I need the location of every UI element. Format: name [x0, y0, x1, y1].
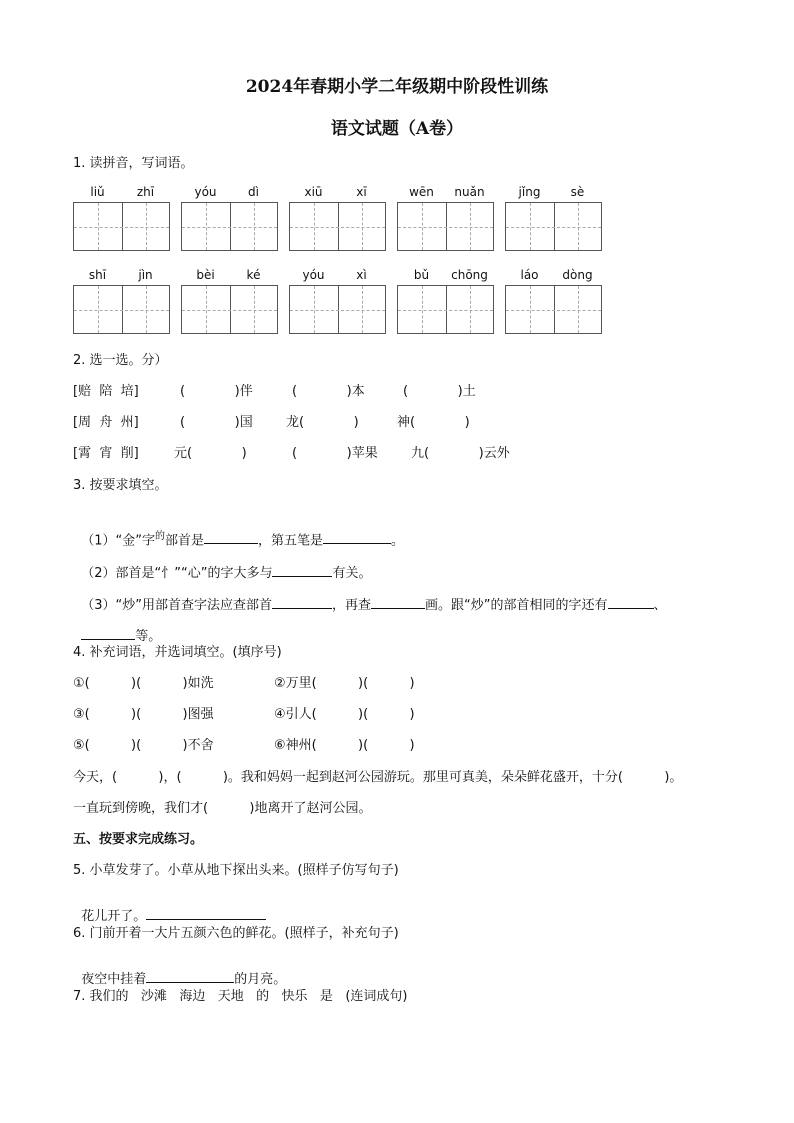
- q4-paragraph: 一直玩到傍晚，我们才( )地离开了赵河公园。: [73, 801, 372, 816]
- q3-line3-text: 、: [653, 598, 667, 613]
- q2-char-group: [霄 宵 削]: [73, 446, 139, 461]
- q3-line3-text: 画。跟“炒”的部首相同的字还有: [425, 598, 608, 613]
- pinyin: nuǎn: [454, 185, 485, 199]
- q6-answer-line: [73, 953, 286, 987]
- q2-blank[interactable]: ( )本: [292, 384, 365, 399]
- q2-blank[interactable]: 龙( ): [286, 415, 359, 430]
- pinyin: yóu: [302, 268, 325, 282]
- q2-char-group: [赔 陪 培]: [73, 384, 139, 399]
- answer-blank[interactable]: [146, 970, 234, 983]
- answer-blank[interactable]: [323, 531, 391, 544]
- q2-blank[interactable]: 九( )云外: [411, 446, 510, 461]
- q3-line4-text: 等。: [135, 629, 162, 644]
- writing-grid[interactable]: [289, 285, 386, 334]
- answer-blank[interactable]: [272, 564, 332, 577]
- q4-prompt: 4. 补充词语，并选词填空。(填序号): [73, 645, 282, 660]
- pinyin: zhī: [136, 185, 155, 199]
- pinyin: ké: [246, 268, 261, 282]
- pinyin: dì: [248, 185, 259, 199]
- q3-line3-text: ，再查: [332, 598, 372, 613]
- writing-grid[interactable]: [181, 202, 278, 251]
- section-heading: 五、按要求完成练习。: [73, 832, 204, 847]
- q4-idiom[interactable]: ⑥神州( )( ): [274, 738, 415, 753]
- answer-blank[interactable]: [81, 627, 135, 640]
- writing-grid[interactable]: [505, 202, 602, 251]
- writing-grid[interactable]: [181, 285, 278, 334]
- q3-line3-text: （3）“炒”用部首查字法应查部首: [81, 598, 273, 613]
- pinyin: xì: [356, 268, 367, 282]
- answer-blank[interactable]: [146, 907, 266, 920]
- q6-prompt: 6. 门前开着一大片五颜六色的鲜花。(照样子，补充句子): [73, 926, 399, 941]
- pinyin: bèi: [196, 268, 215, 282]
- q3-line3: [73, 579, 667, 613]
- pinyin: shī: [88, 268, 107, 282]
- pinyin: sè: [570, 185, 585, 199]
- q3-line1: [73, 512, 404, 548]
- q5-answer-line: [73, 890, 266, 924]
- writing-grid[interactable]: [397, 285, 494, 334]
- q4-idiom[interactable]: ①( )( )如洗: [73, 676, 214, 691]
- pinyin: bǔ: [413, 268, 430, 282]
- q2-char-group: [周 舟 州]: [73, 415, 139, 430]
- page-title: 2024年春期小学二年级期中阶段性训练: [245, 77, 549, 97]
- q1-prompt: 1. 读拼音，写词语。: [73, 156, 194, 171]
- pinyin: xī: [356, 185, 367, 199]
- pinyin: liǔ: [90, 185, 105, 199]
- pinyin: jǐng: [518, 185, 541, 199]
- q3-line2-text: （2）部首是“忄”“心”的字大多与: [81, 566, 273, 581]
- q4-idiom[interactable]: ④引人( )( ): [274, 707, 415, 722]
- answer-blank[interactable]: [272, 596, 332, 609]
- q4-paragraph: 今天，( )，( )。我和妈妈一起到赵河公园游玩。那里可真美，朵朵鲜花盛开，十分( )。: [73, 770, 683, 785]
- q4-idiom[interactable]: ⑤( )( )不舍: [73, 738, 214, 753]
- q5-prompt: 5. 小草发芽了。小草从地下探出头来。(照样子仿写句子): [73, 863, 399, 878]
- pinyin: xiū: [304, 185, 323, 199]
- q2-blank[interactable]: 神( ): [397, 415, 470, 430]
- writing-grid[interactable]: [289, 202, 386, 251]
- q3-line1-text: 。: [391, 533, 405, 549]
- q3-line2-text: 有关。: [332, 566, 372, 581]
- q2-blank[interactable]: ( )国: [180, 415, 253, 430]
- writing-grid[interactable]: [73, 202, 170, 251]
- answer-blank[interactable]: [204, 531, 258, 544]
- pinyin: láo: [520, 268, 539, 282]
- pinyin: jìn: [138, 268, 153, 282]
- writing-grid[interactable]: [397, 202, 494, 251]
- q3-line2: [73, 547, 372, 581]
- q4-idiom[interactable]: ②万里( )( ): [274, 676, 415, 691]
- q3-line1-text: 部首是: [165, 533, 205, 549]
- q3-line1-sup: 的: [155, 531, 166, 542]
- q2-blank[interactable]: ( )土: [403, 384, 476, 399]
- q3-line4: [73, 610, 161, 644]
- q6-answer-text: 的月亮。: [234, 972, 287, 987]
- q2-prompt: 2. 选一选。分）: [73, 353, 168, 368]
- q2-blank[interactable]: ( )苹果: [292, 446, 378, 461]
- page-subtitle: 语文试题（A卷）: [330, 119, 464, 139]
- q6-answer-text: 夜空中挂着: [81, 972, 147, 987]
- q3-line1-text: （1）“金”字: [81, 533, 156, 549]
- answer-blank[interactable]: [371, 596, 425, 609]
- q7-prompt: 7. 我们的 沙滩 海边 天地 的 快乐 是 (连词成句): [73, 989, 408, 1004]
- q3-line1-text: ，第五笔是: [258, 533, 324, 549]
- writing-grid[interactable]: [73, 285, 170, 334]
- q5-answer-text: 花儿开了。: [81, 909, 147, 924]
- writing-grid[interactable]: [505, 285, 602, 334]
- q4-idiom[interactable]: ③( )( )图强: [73, 707, 214, 722]
- pinyin: chōng: [451, 268, 488, 282]
- q2-blank[interactable]: ( )伴: [180, 384, 253, 399]
- answer-blank[interactable]: [608, 596, 654, 609]
- q2-blank[interactable]: 元( ): [174, 446, 247, 461]
- pinyin: yóu: [194, 185, 217, 199]
- q3-prompt: 3. 按要求填空。: [73, 478, 168, 493]
- pinyin: dòng: [562, 268, 593, 282]
- pinyin: wēn: [409, 185, 434, 199]
